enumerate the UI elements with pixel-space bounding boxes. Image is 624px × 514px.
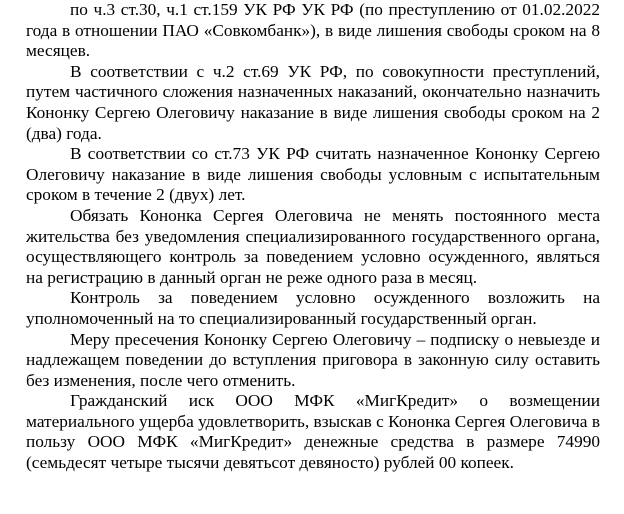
paragraph-conditional-sentence: В соответствии со ст.73 УК РФ считать назначенное Кононку Сергею Олеговичу наказание в виде лишения свободы условным с испытательным сроком в течение 2 (двух) лет. xyxy=(26,144,600,205)
document-body xyxy=(26,0,600,474)
paragraph-cumulative-sentence: В соответствии с ч.2 ст.69 УК РФ, по совокупности преступлений, путем частичного сложения назначенных наказаний, окончательно назначить Кононку Сергею Олеговичу наказание в виде лишения свободы сроком на 2 (два) года. xyxy=(26,61,600,143)
paragraph-preventive-measure: Меру пресечения Кононку Сергею Олеговичу – подписку о невыезде и надлежащем поведении до вступления приговора в законную силу оставить без изменения, после чего отменить. xyxy=(26,329,600,390)
paragraph-obligations: Обязать Кононка Сергея Олеговича не менять постоянного места жительства без уведомления специализированного государственного органа, осуществляющего контроль за поведением условно осужденного, являться на регистрацию в данный орган не реже одного раза в месяц. xyxy=(26,205,600,287)
paragraph-sentence-part: по ч.3 ст.30, ч.1 ст.159 УК РФ УК РФ (по преступлению от 01.02.2022 года в отношении ПАО «Совкомбанк»), в виде лишения свободы сроком на 8 месяцев. xyxy=(26,0,600,61)
paragraph-civil-claim: Гражданский иск ООО МФК «МигКредит» о возмещении материального ущерба удовлетворить, взыскав с Кононка Сергея Олеговича в пользу ООО МФК «МигКредит» денежные средства в размере 74990 (семьдесят четыре тысячи девятьсот девяносто) рублей 00 копеек. xyxy=(26,391,600,473)
paragraph-supervision: Контроль за поведением условно осужденного возложить на уполномоченный на то специализированный государственный орган. xyxy=(26,288,600,328)
